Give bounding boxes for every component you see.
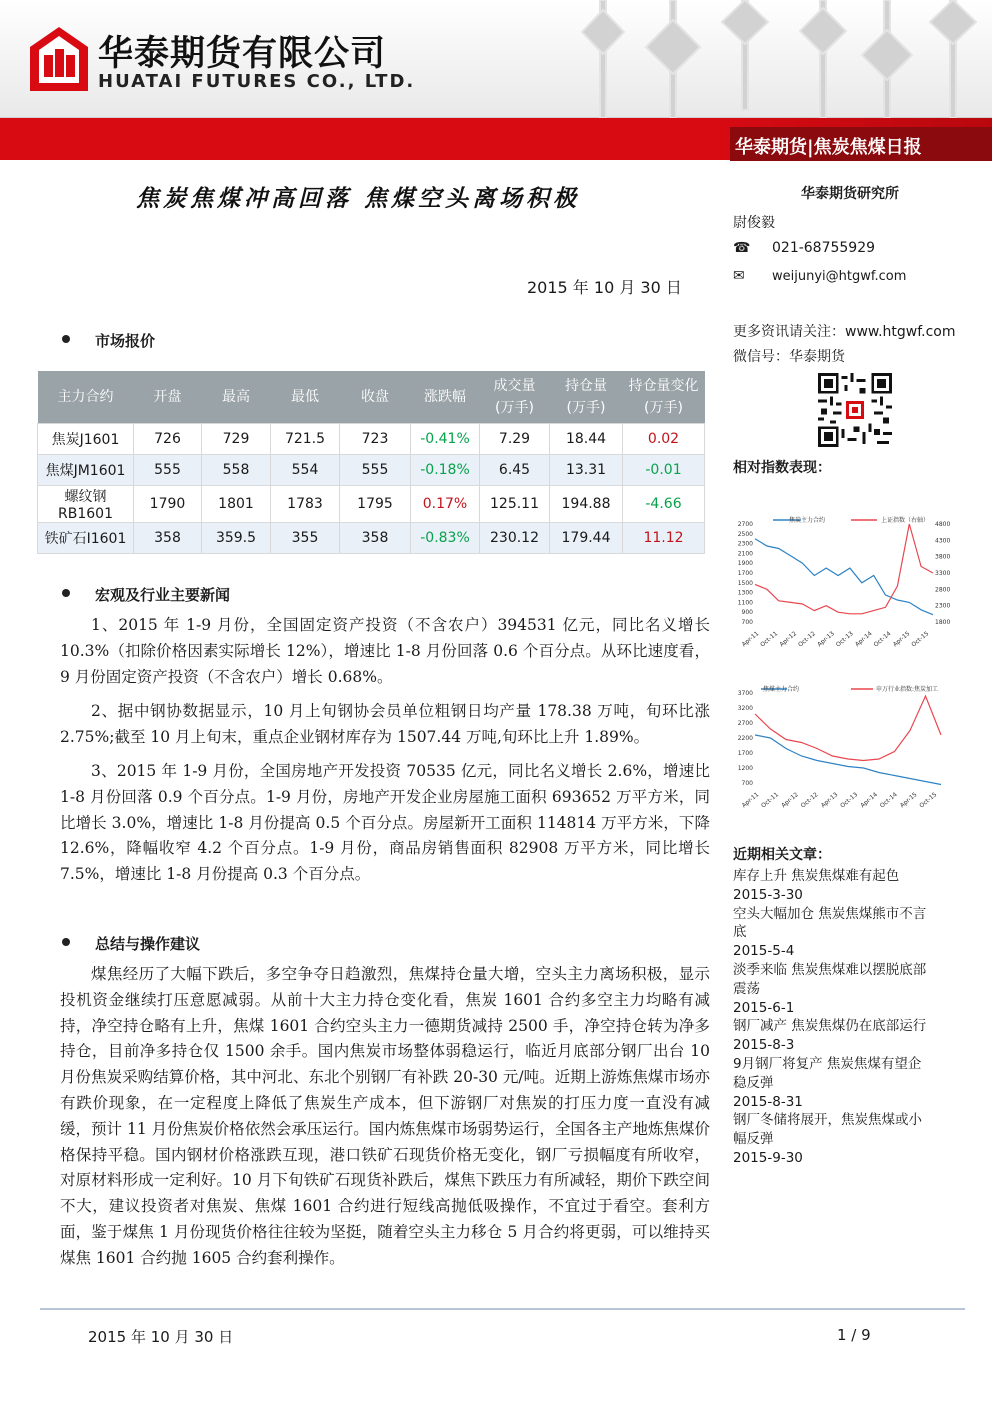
x-tick-label: Oct-12 [796, 630, 817, 649]
series-line [755, 524, 933, 614]
x-tick-label: Oct-12 [799, 791, 820, 810]
page-header [0, 0, 992, 118]
related-article-title[interactable]: 空头大幅加仓 焦炭焦煤熊市不言底 [733, 905, 927, 941]
y-tick-label: 1900 [737, 560, 753, 568]
report-date: 2015 年 10 月 30 日 [527, 278, 682, 297]
y-tick-label: 1300 [737, 589, 753, 597]
coke-vs-shanghai-index-chart [733, 512, 978, 657]
x-tick-label: Oct-14 [878, 791, 899, 810]
coking-coal-vs-industry-index-chart [733, 683, 978, 823]
company-logo [30, 27, 88, 91]
related-article-date: 2015-9-30 [733, 1149, 803, 1166]
more-info-text: 更多资讯请关注：www.htgwf.com [733, 324, 956, 340]
y2-tick-label: 4300 [935, 537, 951, 545]
col-header: 持仓量 (万手) [550, 371, 623, 423]
news-paragraph: 3、2015 年 1-9 月份，全国房地产开发投资 70535 亿元，同比名义增长 2.6%，增速比 1-8 月份回落 0.9 个百分点。1-9 月份，房地产开发企业房屋施工面积 693652 万平方米，同比增长 3.0%，增速比 1-8 月份提高 0.5 个百分点。房屋新开工面积 114814 万平方米，下降 12.6%，降幅收窄 4.2 个百分点。1-9 月份，商品房销售面积 82908 万平方米，同比增长 7.5%，增速比 1-8 月份提高 0.3 个百分点。 [60, 762, 710, 884]
header-decoration [572, 0, 992, 118]
legend-coke: 焦炭主力合约 [789, 517, 826, 524]
cell-high: 1801 [202, 485, 271, 522]
y-tick-label: 700 [741, 619, 753, 626]
cell-high: 729 [202, 423, 271, 454]
x-tick-label: Oct-11 [760, 791, 781, 810]
x-tick-label: Oct-15 [910, 630, 931, 649]
y-tick-label: 1700 [737, 570, 753, 577]
company-name-en: HUATAI FUTURES CO., LTD. [98, 71, 416, 92]
col-header: 成交量 (万手) [480, 371, 550, 423]
phone-number: 021-68755929 [772, 240, 876, 256]
market-quote-table [37, 371, 705, 554]
series-line [755, 735, 941, 785]
y-tick-label: 1200 [737, 765, 753, 772]
y2-tick-label: 2300 [935, 602, 951, 610]
cell-low: 1783 [271, 485, 340, 522]
report-title: 焦炭焦煤冲高回落 焦煤空头离场积极 [136, 185, 581, 212]
x-tick-label: Apr-12 [780, 791, 800, 810]
footer-date: 2015 年 10 月 30 日 [88, 1328, 234, 1346]
table-header-row [38, 371, 705, 423]
cell-close: 1795 [340, 485, 411, 522]
series-line [755, 696, 941, 761]
cell-volume: 7.29 [480, 423, 550, 454]
col-header: 最高 [202, 371, 271, 423]
cell-open: 555 [134, 454, 202, 485]
table-row [38, 454, 705, 485]
cell-open-interest: 179.44 [550, 522, 623, 553]
col-header: 最低 [271, 371, 340, 423]
related-articles-title: 近期相关文章： [733, 847, 831, 863]
y-tick-label: 2500 [737, 530, 753, 538]
cell-open: 726 [134, 423, 202, 454]
related-article-date: 2015-8-31 [733, 1093, 803, 1110]
x-tick-label: Apr-15 [891, 630, 912, 649]
y2-tick-label: 2800 [935, 586, 951, 594]
y-tick-label: 3700 [737, 690, 753, 697]
cell-low: 721.5 [271, 423, 340, 454]
section-bullet [62, 938, 70, 946]
y-tick-label: 900 [741, 609, 753, 617]
qr-code [818, 373, 892, 447]
related-article-date: 2015-3-30 [733, 886, 803, 903]
cell-oi-change: 11.12 [623, 522, 705, 553]
x-tick-label: Apr-13 [819, 791, 840, 810]
wechat-text: 微信号：华泰期货 [733, 349, 845, 365]
cell-low: 355 [271, 522, 340, 553]
related-article-date: 2015-6-1 [733, 999, 795, 1016]
report-name: 华泰期货|焦炭焦煤日报 [735, 137, 922, 158]
cell-low: 554 [271, 454, 340, 485]
legend-coal: 焦煤主力合约 [763, 686, 800, 693]
cell-close: 358 [340, 522, 411, 553]
section-bullet [62, 335, 70, 343]
table-row [38, 423, 705, 454]
cell-change: -0.18% [411, 454, 480, 485]
related-article-date: 2015-8-3 [733, 1037, 795, 1054]
mail-icon: ✉ [733, 268, 745, 284]
institute-name: 华泰期货研究所 [801, 186, 899, 202]
cell-volume: 230.12 [480, 522, 550, 553]
col-header: 主力合约 [38, 371, 134, 423]
y-tick-label: 2700 [737, 720, 753, 727]
related-article-date: 2015-5-4 [733, 943, 795, 960]
cell-contract: 铁矿石I1601 [38, 522, 134, 553]
author-name: 尉俊毅 [733, 215, 775, 231]
cell-open-interest: 18.44 [550, 423, 623, 454]
col-header: 收盘 [340, 371, 411, 423]
cell-contract: 焦煤JM1601 [38, 454, 134, 485]
y2-tick-label: 4800 [935, 521, 951, 528]
x-tick-label: Apr-13 [816, 630, 836, 649]
x-tick-label: Apr-15 [898, 791, 919, 810]
x-tick-label: Oct-13 [839, 791, 860, 810]
y-tick-label: 3200 [737, 705, 753, 712]
y2-tick-label: 1800 [935, 619, 951, 626]
y-tick-label: 2100 [737, 550, 753, 558]
related-article-title[interactable]: 9月钢厂将复产 焦炭焦煤有望企稳反弹 [733, 1055, 922, 1091]
cell-oi-change: -0.01 [623, 454, 705, 485]
y-tick-label: 2300 [737, 540, 753, 548]
cell-open-interest: 194.88 [550, 485, 623, 522]
x-tick-label: Apr-12 [778, 630, 799, 649]
x-tick-label: Apr-11 [740, 791, 761, 810]
col-header: 开盘 [134, 371, 202, 423]
cell-close: 555 [340, 454, 411, 485]
cell-volume: 125.11 [480, 485, 550, 522]
section-news-title: 宏观及行业主要新闻 [95, 586, 231, 604]
page-number: 1 / 9 [837, 1326, 871, 1344]
y-tick-label: 2200 [737, 735, 753, 742]
cell-change: -0.41% [411, 423, 480, 454]
footer-divider [40, 1308, 965, 1310]
related-article-title[interactable]: 钢厂冬储将展开，焦炭焦煤或小幅反弹 [733, 1112, 922, 1148]
cell-open: 358 [134, 522, 202, 553]
cell-oi-change: -4.66 [623, 485, 705, 522]
news-paragraph: 1、2015 年 1-9 月份，全国固定资产投资（不含农户）394531 亿元，同比名义增长 10.3%（扣除价格因素实际增长 12%），增速比 1-8 月份回落 0.6 个百分点。从环比速度看，9 月份固定资产投资（不含农户）增长 0.68%。 [60, 616, 710, 686]
related-article-title[interactable]: 库存上升 焦炭焦煤难有起色 [733, 868, 900, 884]
col-header: 涨跌幅 [411, 371, 480, 423]
table-row [38, 522, 705, 553]
x-tick-label: Oct-13 [834, 630, 855, 649]
related-article-title[interactable]: 淡季来临 焦炭焦煤难以摆脱底部震荡 [733, 961, 927, 997]
cell-close: 723 [340, 423, 411, 454]
x-tick-label: Apr-14 [853, 630, 874, 649]
index-performance-title: 相对指数表现： [733, 460, 831, 476]
y-tick-label: 700 [741, 780, 753, 787]
cell-change: 0.17% [411, 485, 480, 522]
x-tick-label: Oct-15 [918, 791, 939, 810]
cell-change: -0.83% [411, 522, 480, 553]
cell-contract: 焦炭J1601 [38, 423, 134, 454]
legend-industry: 申万行业指数:焦炭加工 [876, 686, 939, 693]
x-tick-label: Apr-14 [859, 791, 879, 810]
cell-oi-change: 0.02 [623, 423, 705, 454]
news-paragraph: 2、据中钢协数据显示，10 月上旬钢协会员单位粗钢日均产量 178.38 万吨，旬环比涨 2.75%;截至 10 月上旬末，重点企业钢材库存为 1507.44 万吨,旬环比上升 1.89%。 [60, 702, 710, 746]
cell-high: 558 [202, 454, 271, 485]
x-tick-label: Oct-11 [759, 630, 780, 649]
y-tick-label: 2700 [737, 521, 753, 528]
cell-high: 359.5 [202, 522, 271, 553]
col-header: 持仓量变化 (万手) [623, 371, 705, 423]
y2-tick-label: 3800 [935, 553, 951, 561]
cell-open: 1790 [134, 485, 202, 522]
y2-tick-label: 3300 [935, 570, 951, 577]
related-articles-list [733, 867, 933, 1168]
section-market-title: 市场报价 [95, 332, 156, 350]
summary-paragraph: 煤焦经历了大幅下跌后，多空争夺日趋激烈，焦煤持仓量大增，空头主力离场积极，显示投机资金继续打压意愿减弱。从前十大主力持仓变化看，焦炭 1601 合约多空主力均略有减持，净空持仓略有上升，焦煤 1601 合约空头主力一德期货减持 2500 手，净空持仓转为净多持仓，目前净多持仓仅 1500 余手。国内焦炭市场整体弱稳运行，临近月底部分钢厂出台 10 月份焦炭采购结算价格，其中河北、东北个别钢厂有补跌 20-30 元/吨。近期上游炼焦煤市场亦有跌价现象，在一定程度上降低了焦炭生产成本，但下游钢厂对焦炭的打压力度一直没有减缓，预计 11 月份焦炭价格依然会承压运行。国内炼焦煤市场弱势运行，全国各主产地炼焦煤价格保持平稳。国内钢材价格涨跌互现，港口铁矿石现货价格无变化，钢厂亏损幅度有所收窄，对原材料形成一定利好。10 月下旬铁矿石现货补跌后，煤焦下跌压力有所减轻，期价下跌空间不大，建议投资者对焦炭、焦煤 1601 合约进行短线高抛低吸操作，不宜过于看空。套利方面，鉴于煤焦 1 月份现货价格往往较为坚挺，随着空头主力移仓 5 月合约将更弱，可以维持买煤焦 1601 合约抛 1605 合约套利操作。 [60, 965, 710, 1267]
legend-index: 上证指数（右轴） [881, 517, 930, 524]
company-name-cn: 华泰期货有限公司 [98, 34, 387, 74]
cell-open-interest: 13.31 [550, 454, 623, 485]
table-row [38, 485, 705, 522]
x-tick-label: Oct-14 [872, 630, 893, 649]
y-tick-label: 1700 [737, 750, 753, 757]
cell-contract: 螺纹钢RB1601 [38, 485, 134, 522]
phone-icon: ☎ [733, 240, 751, 256]
y-tick-label: 1100 [737, 599, 753, 607]
y-tick-label: 1500 [737, 579, 753, 587]
cell-volume: 6.45 [480, 454, 550, 485]
email-link[interactable]: weijunyi@htgwf.com [772, 269, 907, 284]
related-article-title[interactable]: 钢厂减产 焦炭焦煤仍在底部运行 [733, 1018, 927, 1035]
section-bullet [62, 589, 70, 597]
section-summary-title: 总结与操作建议 [95, 935, 201, 953]
x-tick-label: Apr-11 [740, 630, 761, 649]
series-line [755, 539, 933, 615]
